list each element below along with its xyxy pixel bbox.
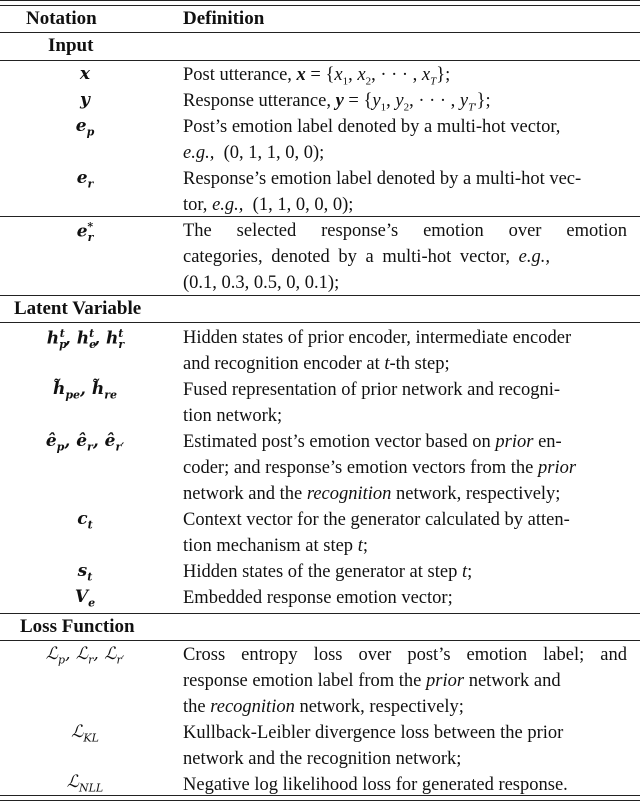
notation-hidden-states: $h_p^t$, $h_e^t$, $h_r^t$ [46, 327, 125, 352]
bottom-rule-2 [0, 800, 640, 801]
notation-context: $c_t$ [77, 509, 93, 532]
loss-section-top-rule [0, 613, 640, 614]
definition-fused: Fused representation of prior network and recogni- tion network; [183, 380, 561, 426]
definition-kl-loss: Kullback-Leibler divergence loss between the prior network and the recognition network; [183, 723, 564, 769]
notation-y: y [80, 90, 90, 110]
definition-estimated: Estimated post’s emotion vector based on prior en- coder; and response’s emotion vectors from the prior network and the recognition network, respectively; [183, 432, 577, 504]
notation-fused: $h̃_{pe}$, $h̃_{re}$ [52, 379, 118, 402]
definition-generator-states: Hidden states of the generator at step t; [183, 562, 473, 582]
notation-generator-states: $s_t$ [77, 561, 93, 584]
top-rule-2 [0, 5, 640, 6]
notation-nll-loss: ℒ$_{NLL}$ [66, 772, 104, 795]
notation-ce-loss: ℒ$_p$, ℒ$_r$, ℒ$_{r'}$ [45, 644, 125, 667]
definition-x: Post utterance, $x = \{x_1$, $x_2$, · · · , $x_T$}; [183, 65, 451, 88]
definition-y: Response utterance, $y = \{y_1$, $y_2$, · · · , $y_{T'}$}; [183, 91, 491, 114]
notation-embedded: $V_e$ [74, 587, 96, 610]
definition-nll-loss: Negative log likelihood loss for generated response. [183, 775, 568, 795]
definition-hidden-states: Hidden states of prior encoder, intermediate encoder and recognition encoder at t-th step; [183, 328, 572, 374]
definition-context: Context vector for the generator calculated by atten- tion mechanism at step t; [183, 510, 570, 556]
latent-section-rule [0, 322, 640, 323]
notation-er-star: $e_r^*$ [76, 220, 94, 245]
notation-x: x [79, 64, 91, 84]
definition-er: Response’s emotion label denoted by a multi-hot vec- tor, e.g., (1, 1, 0, 0, 0); [183, 169, 582, 215]
definition-er-star: The selected response’s emotion over emotion categories, denoted by a multi-hot vector, e.g., (0.1, 0.3, 0.5, 0, 0.1); [183, 221, 627, 293]
header-notation: Notation [26, 8, 97, 29]
definition-ce-loss: Cross entropy loss over post’s emotion label; and response emotion label from the prior network and the recognition network, respectively; [183, 645, 627, 717]
definition-ep: Post’s emotion label denoted by a multi-hot vector, e.g., (0, 1, 1, 0, 0); [183, 117, 561, 163]
notation-ep: $e_p$ [75, 116, 95, 139]
section-title-input: Input [48, 35, 94, 56]
definition-embedded: Embedded response emotion vector; [183, 588, 453, 608]
notation-er: $e_r$ [76, 168, 94, 191]
section-title-latent-variable: Latent Variable [14, 298, 142, 319]
header-definition: Definition [183, 8, 265, 29]
section-title-loss-function: Loss Function [20, 616, 135, 637]
input-section-rule [0, 60, 640, 61]
table-header [0, 7, 640, 33]
bottom-rule-1 [0, 795, 640, 796]
notation-kl-loss: ℒ$_{KL}$ [71, 722, 99, 745]
loss-section-rule [0, 640, 640, 641]
top-rule-1 [0, 0, 640, 1]
notation-estimated: $ê_p$, $ê_r$, $ê_{r'}$ [45, 431, 125, 454]
